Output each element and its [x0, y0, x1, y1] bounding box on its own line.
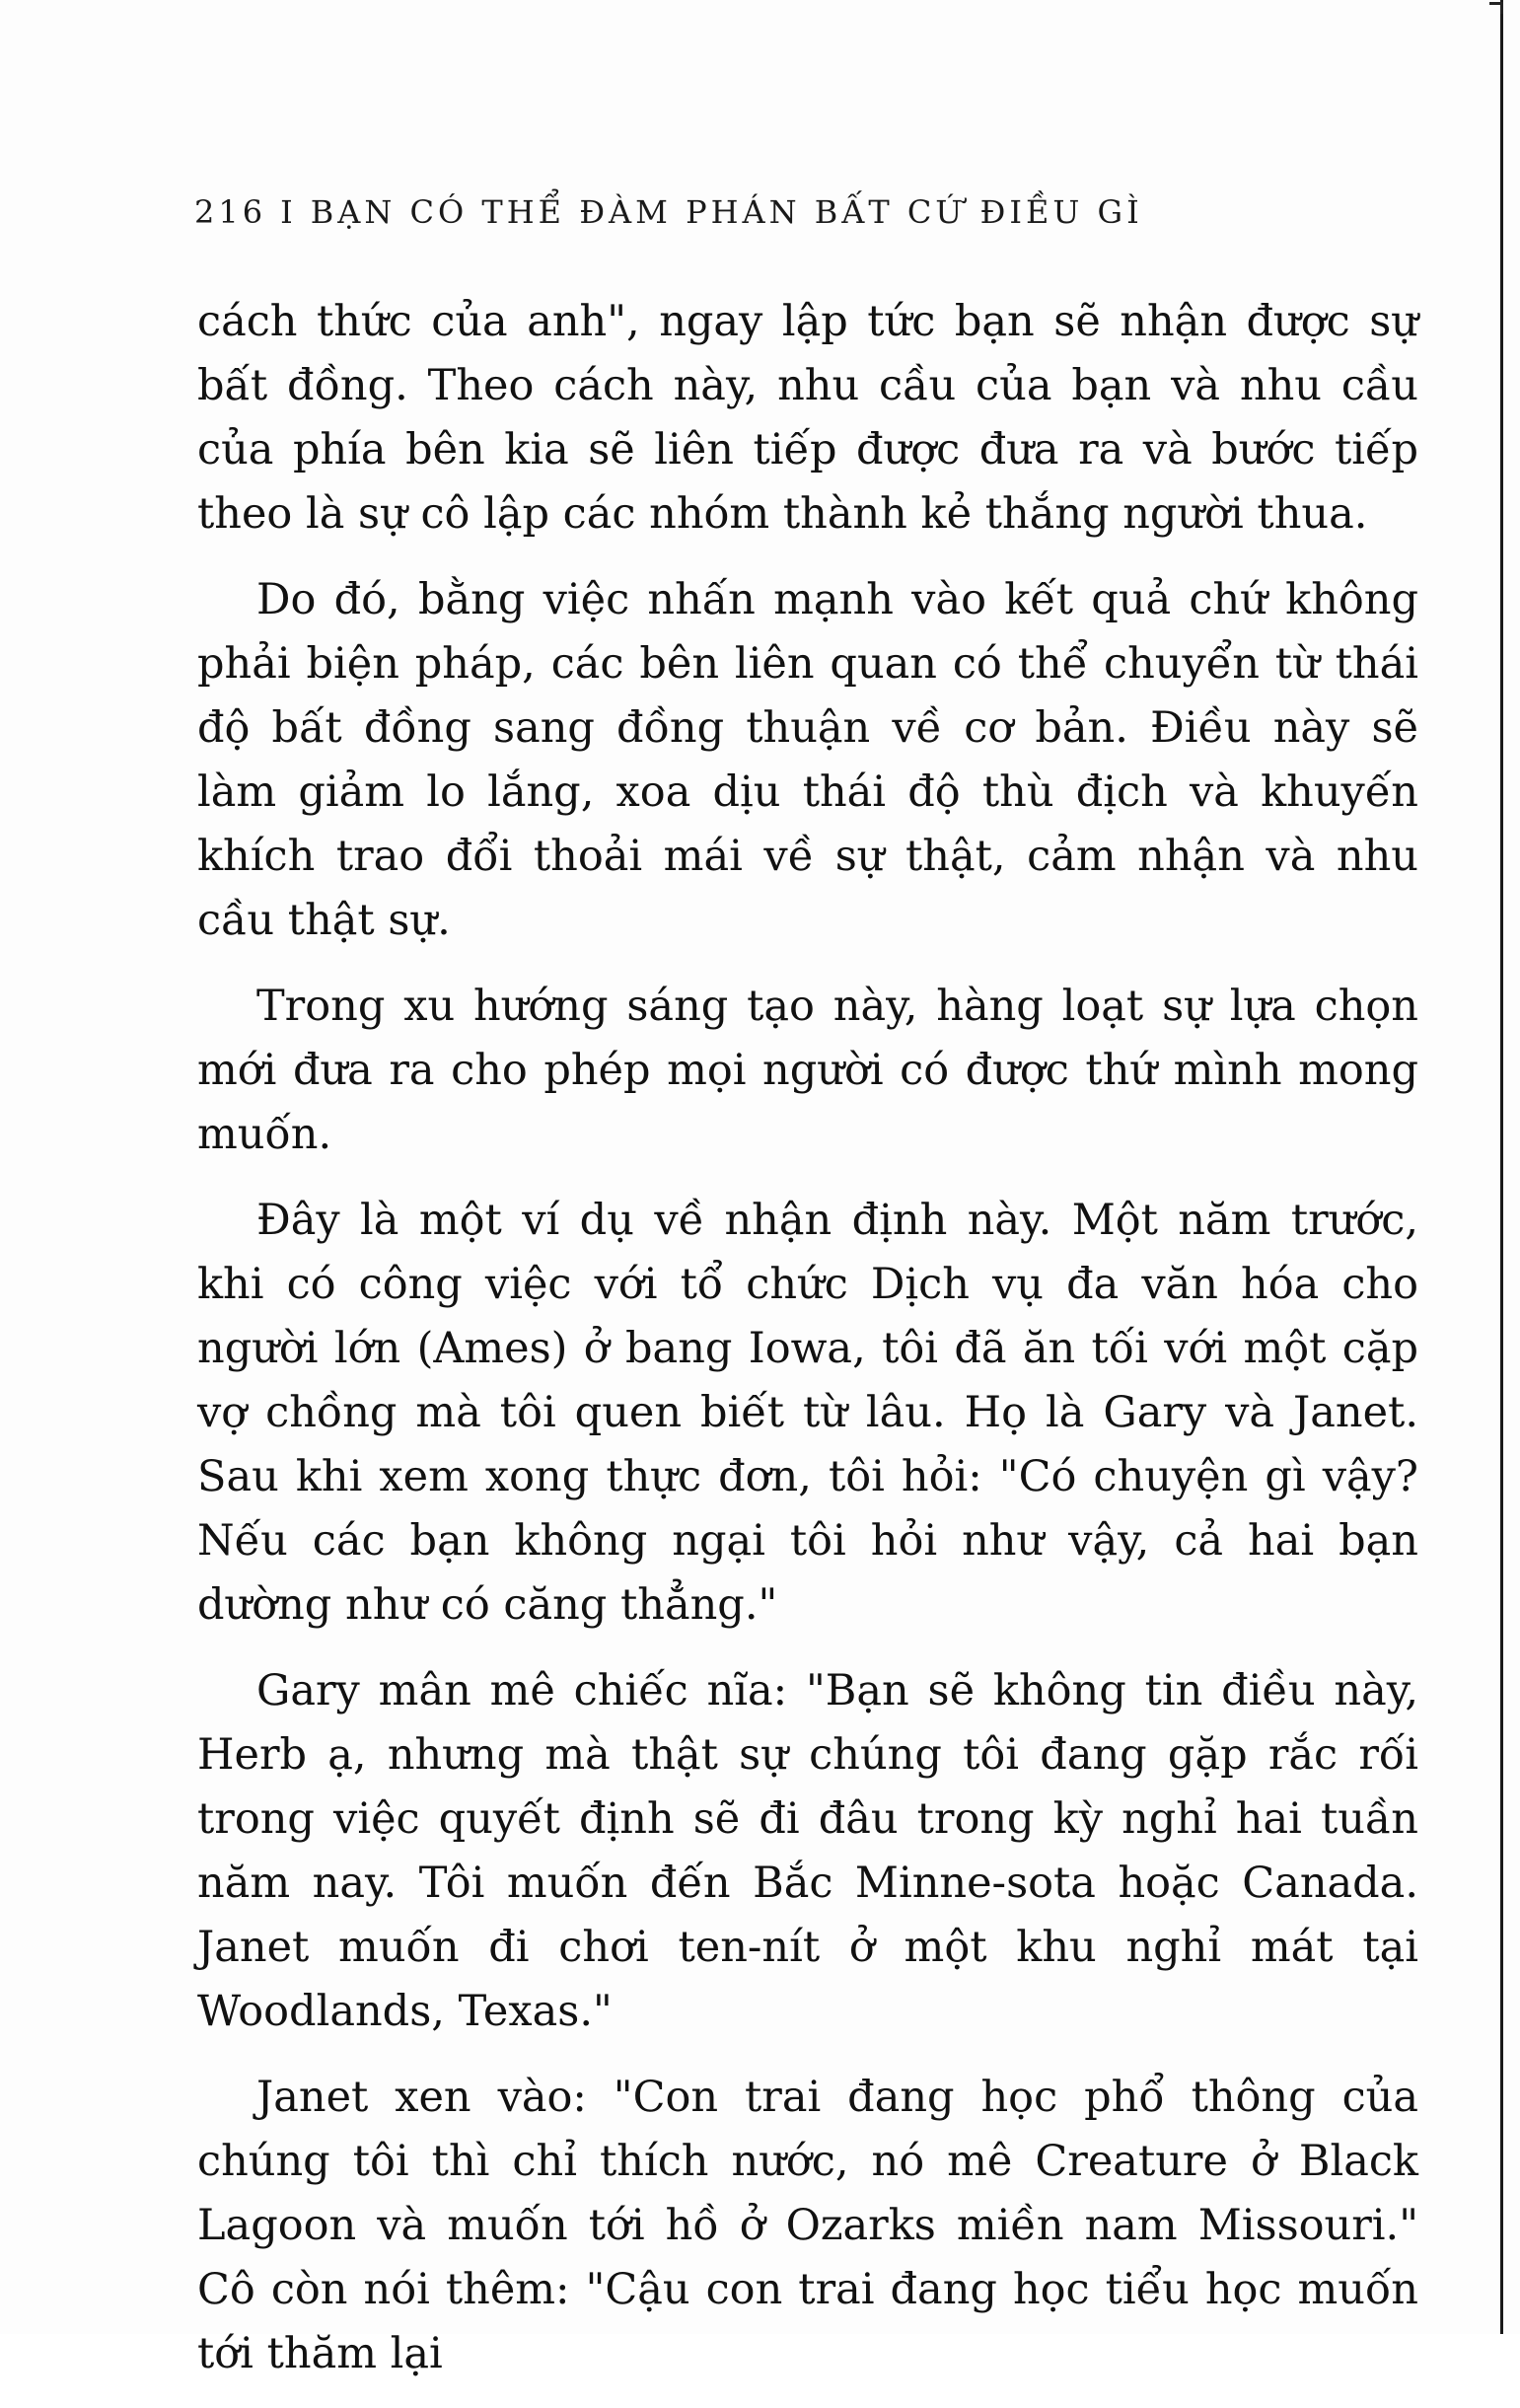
- paragraph-6: Janet xen vào: "Con trai đang học phổ thông của chúng tôi thì chỉ thích nước, nó mê Creature ở Black Lagoon và muốn tới hồ ở Ozarks miền nam Missouri." Cô còn nói thêm: "Cậu con trai đang học tiểu học muốn tới thăm lại: [197, 2073, 1418, 2378]
- paragraph-2: Do đó, bằng việc nhấn mạnh vào kết quả chứ không phải biện pháp, các bên liên quan có thể chuyển từ thái độ bất đồng sang đồng thuận về cơ bản. Điều này sẽ làm giảm lo lắng, xoa dịu thái độ thù địch và khuyến khích trao đổi thoải mái về sự thật, cảm nhận và nhu cầu thật sự.: [197, 575, 1418, 945]
- paragraph-1: cách thức của anh", ngay lập tức bạn sẽ nhận được sự bất đồng. Theo cách này, nhu cầu của bạn và nhu cầu của phía bên kia sẽ liên tiếp được đưa ra và bước tiếp theo là sự cô lập các nhóm thành kẻ thắng người thua.: [197, 297, 1418, 539]
- book-title: BẠN CÓ THỂ ĐÀM PHÁN BẤT CỨ ĐIỀU GÌ: [310, 193, 1143, 231]
- paragraph-5: Gary mân mê chiếc nĩa: "Bạn sẽ không tin điều này, Herb ạ, nhưng mà thật sự chúng tôi đang gặp rắc rối trong việc quyết định sẽ đi đâu trong kỳ nghỉ hai tuần năm nay. Tôi muốn đến Bắc Minne-sota hoặc Canada. Janet muốn đi chơi ten-nít ở một khu nghỉ mát tại Woodlands, Texas.": [197, 1666, 1418, 2036]
- header-separator: I: [280, 193, 297, 231]
- paragraph-4: Đây là một ví dụ về nhận định này. Một năm trước, khi có công việc với tổ chức Dịch vụ đa văn hóa cho người lớn (Ames) ở bang Iowa, tôi đã ăn tối với một cặp vợ chồng mà tôi quen biết từ lâu. Họ là Gary và Janet. Sau khi xem xong thực đơn, tôi hỏi: "Có chuyện gì vậy? Nếu các bạn không ngại tôi hỏi như vậy, cả hai bạn dường như có căng thẳng.": [197, 1196, 1418, 1630]
- page-edge-line: [1500, 0, 1503, 2334]
- page-number: 216: [194, 193, 267, 231]
- paragraph-3: Trong xu hướng sáng tạo này, hàng loạt sự lựa chọn mới đưa ra cho phép mọi người có được thứ mình mong muốn.: [197, 982, 1418, 1159]
- corner-mark: [1489, 2, 1503, 14]
- running-head: [194, 193, 1143, 231]
- body-text: [197, 290, 1418, 2408]
